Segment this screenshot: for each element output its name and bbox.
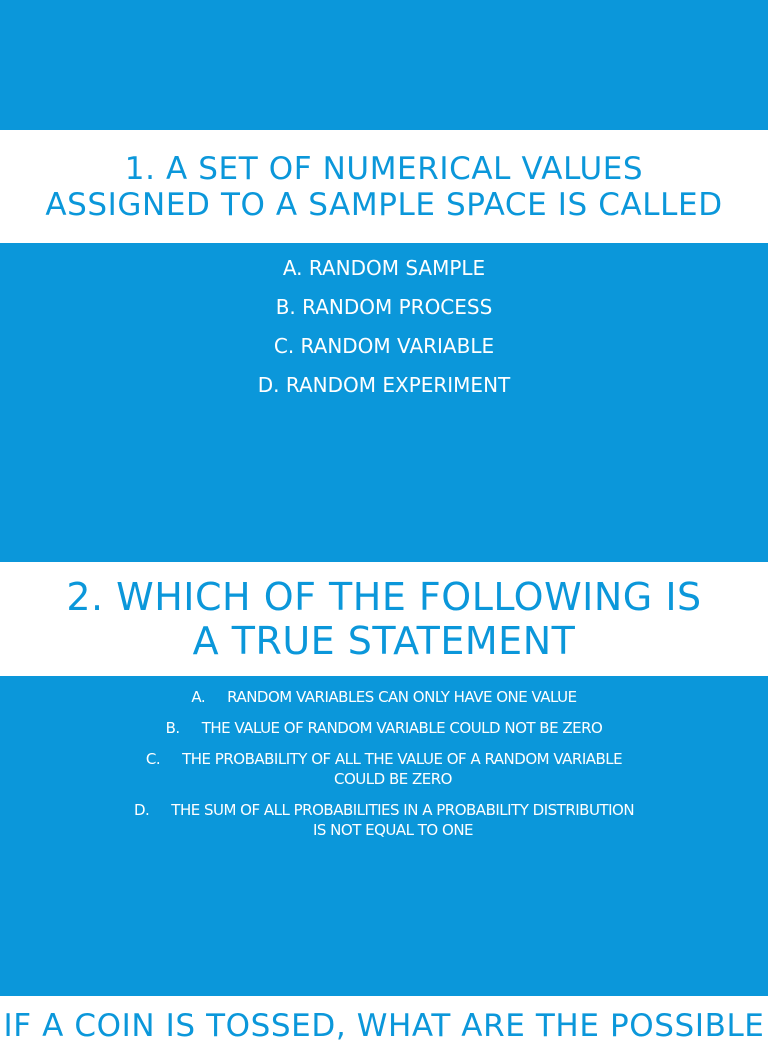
option-text: RANDOM VARIABLES CAN ONLY HAVE ONE VALUE [227,688,577,706]
question-1-title-line-1: 1. A SET OF NUMERICAL VALUES [124,150,644,187]
question-2-option-b [0,718,768,738]
option-text-continued: COULD BE ZERO [334,770,452,788]
question-2-title-line-2: A TRUE STATEMENT [192,619,576,663]
question-1-title-band [0,130,768,243]
option-text: THE VALUE OF RANDOM VARIABLE COULD NOT BE ZERO [201,719,603,737]
question-1-option-c: C. RANDOM VARIABLE [273,334,495,358]
question-2-options [0,687,768,851]
question-2-option-c [0,749,768,789]
question-1-options [0,256,768,412]
option-text: THE PROBABILITY OF ALL THE VALUE OF A RANDOM VARIABLE [182,750,623,768]
option-letter: A. [191,688,206,706]
question-3-title-band [0,996,768,1056]
question-3-title-line-1: IF A COIN IS TOSSED, WHAT ARE THE POSSIBLE [3,1008,765,1044]
question-1-title-line-2: ASSIGNED TO A SAMPLE SPACE IS CALLED [45,186,723,223]
question-2-option-a [0,687,768,707]
option-letter: B. [165,719,180,737]
option-letter: C. [145,750,161,768]
question-1-option-d: D. RANDOM EXPERIMENT [257,373,511,397]
question-2-option-d [0,800,768,840]
option-text-continued: IS NOT EQUAL TO ONE [312,821,474,839]
question-1-option-b: B. RANDOM PROCESS [275,295,493,319]
option-text: THE SUM OF ALL PROBABILITIES IN A PROBABILITY DISTRIBUTION [171,801,635,819]
question-2-title-line-1: 2. WHICH OF THE FOLLOWING IS [66,575,702,619]
question-1-option-a: A. RANDOM SAMPLE [282,256,486,280]
option-letter: D. [133,801,150,819]
question-2-title-band [0,562,768,676]
